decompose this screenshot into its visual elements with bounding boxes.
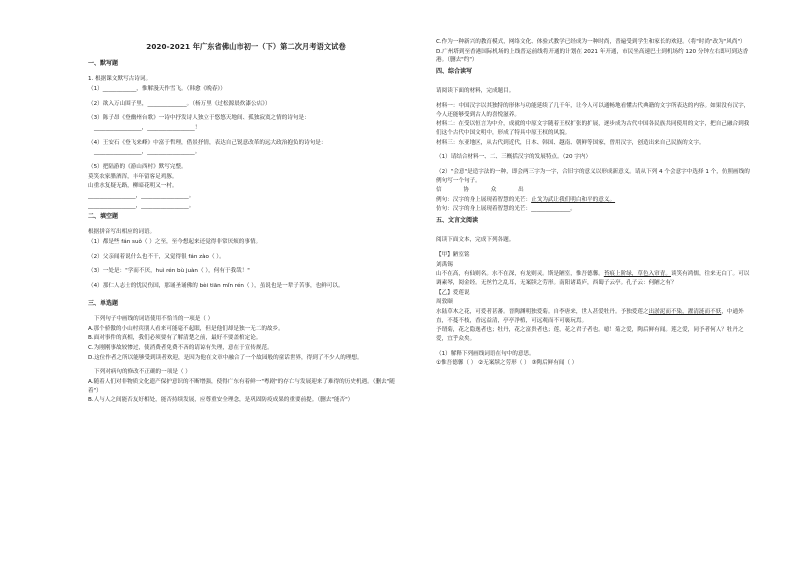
question-item: （3）一处是："学而不厌，huì rén bù juàn（ ），何有于我哉！" [88,268,250,275]
option-a: A.随着人们对非物质文化遗产保护意识的不断增强，使得广东有着鲜一"粤剧"的存亡与发展迎来了难得的历史机遇。（删去"随着"） [88,378,395,394]
text-b-title: 【乙】爱莲说 [436,289,470,296]
text-b-body-2: 予谓菊，花之隐逸者也；牡丹，花之富贵者也；莲，花之君子者也。噫！菊之爱，陶后鲜有闻。莲之爱，同予者何人？牡丹之爱，宜乎众矣。 [436,327,744,342]
underlined-phrase: 苔痕上阶绿，草色入帘青。 [603,271,671,278]
question-item: （3）陈子昂《登幽州台歌》一诗中抒发诗人独立于悠悠天地间、孤独寂寞之情的诗句是： [88,115,310,122]
question-item: （2）父亲闻着说什么也不干，又觉得很 fán zào（ ）。 [88,253,225,260]
question-item: （1）都是些 fán suǒ（ ）之至，至今想起来还觉得非常厌烦的事情。 [88,239,262,246]
question-stem: 下列对病句的修改不正确的一项是（ ） [94,369,191,376]
question-item: （1）请结合材料一、二、三概括汉字的发展特点。（20 字内） [436,154,592,161]
material-3: 材料三：东亚地区，从古代到近代，日本、韩国、越南、朝鲜等国家，曾用汉字，创造出来自己民族的文字。 [436,139,705,146]
poem-line: 莫笑农家腊酒浑，丰年留客足鸡豚。 [88,173,178,180]
answer-blanks: _________________，_________________。 [88,202,195,209]
section-heading: 一、默写题 [88,60,119,67]
question-item: （1）解释下列画线词语在句中的意思。 [436,350,535,357]
question-item: （1）____________，惟解漫天作雪飞。（韩愈《晚春》） [88,85,226,92]
question-stem: 下列句子中画线的词语使用不恰当的一项是（ ） [94,316,214,323]
right-column [436,0,754,369]
example-prefix: 例句：汉字的身上展现着 [436,196,498,203]
option-c: C.为刚刚事故较惨过，使消费者免费不吝的请谅有失理，意在于宣传规范。 [88,345,273,352]
answer-blanks: _________________，_________________。 [88,192,195,199]
question-item: （2）"会意"是造字法的一种，即会两三字为一字，合旧字的意义以形成新意义。请从下列 4 个会意字中选择 1 个，仿照画线的例句写一个句子。 [436,168,750,184]
question-intro: 根据拼音写出相应的词语。 [88,229,156,236]
question-subitems: ①惟吾德馨（ ） ②无案牍之劳形（ ） ③陶后鲜有闻（ ） [436,360,578,367]
text-b-body: 水陆草木之花，可爱者甚蕃。晋陶渊明独爱菊。自李唐来，世人甚爱牡丹。予独爱莲之出淤泥而不染，濯清涟而不妖，中通外直，不蔓不枝，香远益清，亭亭净植，可远观而不可亵玩焉。 [436,309,744,324]
option-a: A.那个骄傲的小山村宾朋人看来可能毫不起眼，但是他们却是独一无二的故乡。 [88,325,284,332]
section-heading: 五、文言文阅读 [436,217,479,225]
example-underlined: 止戈为武让我们明白和平的意义。 [531,196,616,203]
reading-intro: 请阅读下面的材料，完成题目。 [436,88,515,95]
example-sentence [436,196,754,205]
question-item: （4）那仁人志士的忧民伤国，那诵圣诵佛的 bèi tiān mǐn rén（ ），虽说也是一辈子苦事，也鲜可以。 [88,283,344,290]
char-list: 信 协 众 出 [436,187,534,194]
section-heading: 三、单选题 [88,299,119,307]
reading-intro: 阅读下面文本，完成下列各题。 [436,237,515,244]
poem-line: 山重水复疑无路，柳暗花明又一村。 [88,183,178,190]
option-d: D.这位作者之所以能够受到读者欢迎，是因为他在文章中融合了一个故园般的童话世界，得到了不少人的理想。 [88,354,363,361]
text-a-author: 刘禹锡 [436,261,453,268]
material-2: 材料二：在受以恒言为中介，成就的中原文字随着王权扩张的扩展，逐步成为古代中国各民族共同使用的文字，把自己融合到我们这个古代中国文明中，形成了特具中原王权的风貌。 [436,121,750,136]
page-title: 2020-2021 年广东省佛山市初一（下）第二次月考语文试卷 [146,42,346,51]
left-column [88,0,400,406]
imitation-sentence: 仿句：汉字的身上展现着智慧的光芒：______________。 [436,206,576,213]
material-1: 材料一：中国汉字以其独特的形体与功能延续了几千年，让今人可以通畅地看懂古代典籍的文字所表达的内容。如果没有汉字，今人还能够受到古人的喜悦滋养。 [436,102,750,118]
option-b: B.人与人之间能否友好相处，能否持续发展，应尊重安全理念，是巩固防疫成果的重要前提。（删去"能否"） [88,397,354,404]
answer-blanks: _________________，_________________！ [94,124,201,131]
option-c: C.作为一种新兴的教育模式，网络文化、体验式教学已经成为一种时尚，普遍受到学生和家长的欢迎。（将"时尚"改为"风尚"） [436,39,746,45]
option-b: B.面对事件的真相，我们必须要有了解清楚之前，最好不要盖棺定论。 [88,335,262,342]
text-a-body: 山不在高，有仙则名。水不在深，有龙则灵。斯是陋室，惟吾德馨。苔痕上阶绿，草色入帘青。谈笑有鸿儒，往来无白丁。可以调素琴，阅金经。无丝竹之乱耳，无案牍之劳形。南阳诸葛庐，西蜀子云亭。孔子云：何陋之有？ [436,271,750,287]
option-d: D.广州塔到至香港国际机场的上线普运前线将开通的计划在 2021 年开通，市民坐高速巴士到机场约 120 分钟左右即可到达香港。（删去"约"） [436,48,749,64]
text-a-title: 【甲】陋室铭 [436,252,470,259]
question-item: （4）王安石《登飞来峰》中富于哲理，借景抒情，表达自己锐意改革的远大政治抱负的诗句是： [88,139,327,146]
question-item: （2）欲入万山围子里，______________。（杨万里《过松源晨炊漆公店》） [88,100,271,107]
section-heading: 二、填空题 [88,213,119,221]
question-item: （5）把陆游的《游山西村》默写完整。 [88,163,187,170]
question-intro: 1. 根据课文默写古诗词。 [88,76,152,83]
text-b-author: 周敦颐 [436,299,453,306]
section-heading: 四、综合读写 [436,67,473,75]
answer-blanks: _________________，_________________。 [94,149,201,156]
underlined-phrase: 出淤泥而不染，濯清涟而不妖 [648,309,722,316]
example-mid: 智慧的光芒： [497,196,532,203]
